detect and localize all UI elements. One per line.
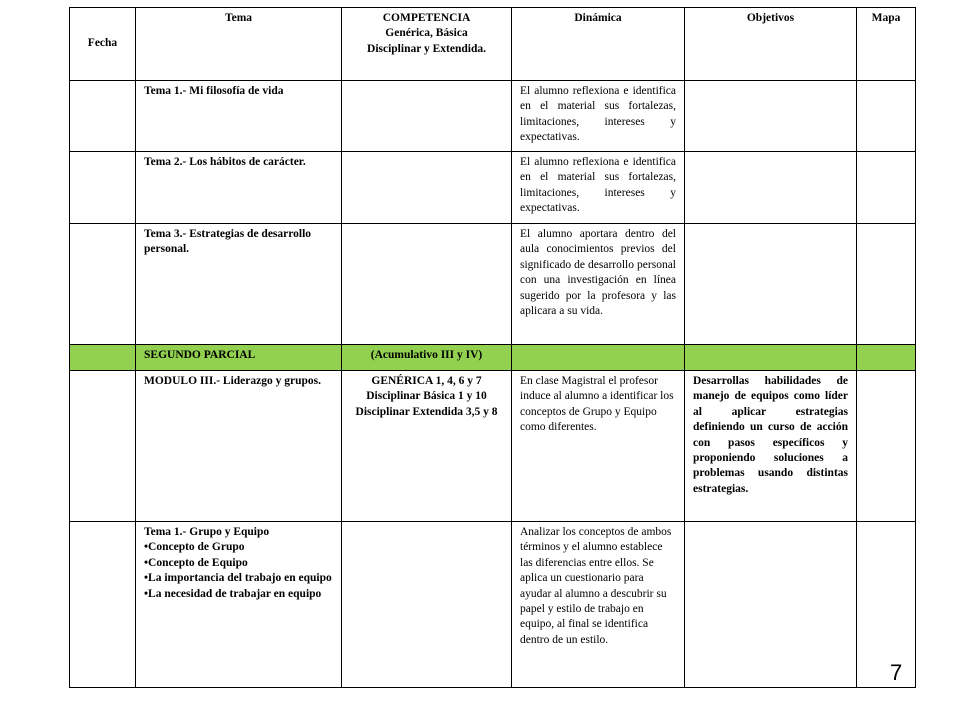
cell-fecha (70, 522, 136, 688)
cell-mapa (857, 152, 916, 224)
cell-objetivos (685, 345, 857, 371)
list-item: • Concepto de Equipo (144, 556, 333, 571)
header-dinamica: Dinámica (512, 8, 685, 81)
cell-mapa (857, 522, 916, 688)
cell-tema: Tema 2.- Los hábitos de carácter. (136, 152, 342, 224)
table-row (70, 152, 916, 224)
tema-grupo-dinamica: Analizar los conceptos de ambos términos y el alumno establece las diferencias entre ellos. Se aplica un cuestionario para ayudar al alumno a descubrir su papel y estilo de trabajo en equipo, al final se identifica dentro de un estilo. (512, 522, 685, 688)
cell-dinamica: El alumno aportara dentro del aula conocimientos previos del significado de desarrollo personal con una investigación en línea sugerido por la profesora y las aplicara a su vida. (512, 224, 685, 345)
cell-competencia (342, 152, 512, 224)
cell-fecha (70, 371, 136, 522)
table-row (70, 81, 916, 152)
modulo-title: MODULO III.- Liderazgo y grupos. (136, 371, 342, 522)
cell-tema: Tema 3.- Estrategias de desarrollo personal. (136, 224, 342, 345)
cell-objetivos (685, 224, 857, 345)
cell-fecha (70, 81, 136, 152)
cell-mapa (857, 224, 916, 345)
header-mapa: Mapa (857, 8, 916, 81)
cell-dinamica: El alumno reflexiona e identifica en el material sus fortalezas, limitaciones, intereses y expectativas. (512, 152, 685, 224)
list-item: • Concepto de Grupo (144, 540, 333, 555)
cell-dinamica: El alumno reflexiona e identifica en el material sus fortalezas, limitaciones, intereses y expectativas. (512, 81, 685, 152)
segundo-parcial-note: (Acumulativo III y IV) (342, 345, 512, 371)
segundo-parcial-label: SEGUNDO PARCIAL (136, 345, 342, 371)
lesson-plan-table (69, 7, 916, 688)
cell-competencia (342, 224, 512, 345)
modulo-competencia: GENÉRICA 1, 4, 6 y 7 Disciplinar Básica 1 y 10 Disciplinar Extendida 3,5 y 8 (342, 371, 512, 522)
cell-dinamica (512, 345, 685, 371)
header-fecha: Fecha (70, 8, 136, 81)
header-tema: Tema (136, 8, 342, 81)
cell-fecha (70, 224, 136, 345)
cell-fecha (70, 345, 136, 371)
modulo-row (70, 371, 916, 522)
modulo-objetivos: Desarrollas habilidades de manejo de equipos como líder al aplicar estrategias definiendo un curso de acción con pasos específicos y proponiendo soluciones a problemas usando distintas estrategias. (685, 371, 857, 522)
tema-grupo-title: Tema 1.- Grupo y Equipo (144, 526, 270, 538)
header-row (70, 8, 916, 81)
modulo-dinamica: En clase Magistral el profesor induce al alumno a identificar los conceptos de Grupo y Equipo como diferentes. (512, 371, 685, 522)
list-item: • La necesidad de trabajar en equipo (144, 587, 333, 602)
cell-objetivos (685, 81, 857, 152)
cell-fecha (70, 152, 136, 224)
header-competencia-line3: Disciplinar y Extendida. (367, 42, 486, 55)
cell-tema: Tema 1.- Mi filosofía de vida (136, 81, 342, 152)
header-objetivos: Objetivos (685, 8, 857, 81)
cell-competencia (342, 522, 512, 688)
header-competencia (342, 8, 512, 81)
tema-grupo-cell (136, 522, 342, 688)
tema-grupo-row (70, 522, 916, 688)
cell-objetivos (685, 522, 857, 688)
cell-mapa (857, 371, 916, 522)
list-item: • La importancia del trabajo en equipo (144, 571, 333, 586)
cell-mapa (857, 81, 916, 152)
tema-grupo-list (144, 540, 333, 602)
header-competencia-line1: COMPETENCIA (382, 12, 471, 24)
header-competencia-line2: Genérica, Básica (385, 27, 468, 40)
cell-objetivos (685, 152, 857, 224)
page-number: 7 (890, 660, 903, 685)
table-row (70, 224, 916, 345)
segundo-parcial-row (70, 345, 916, 371)
cell-competencia (342, 81, 512, 152)
cell-mapa (857, 345, 916, 371)
